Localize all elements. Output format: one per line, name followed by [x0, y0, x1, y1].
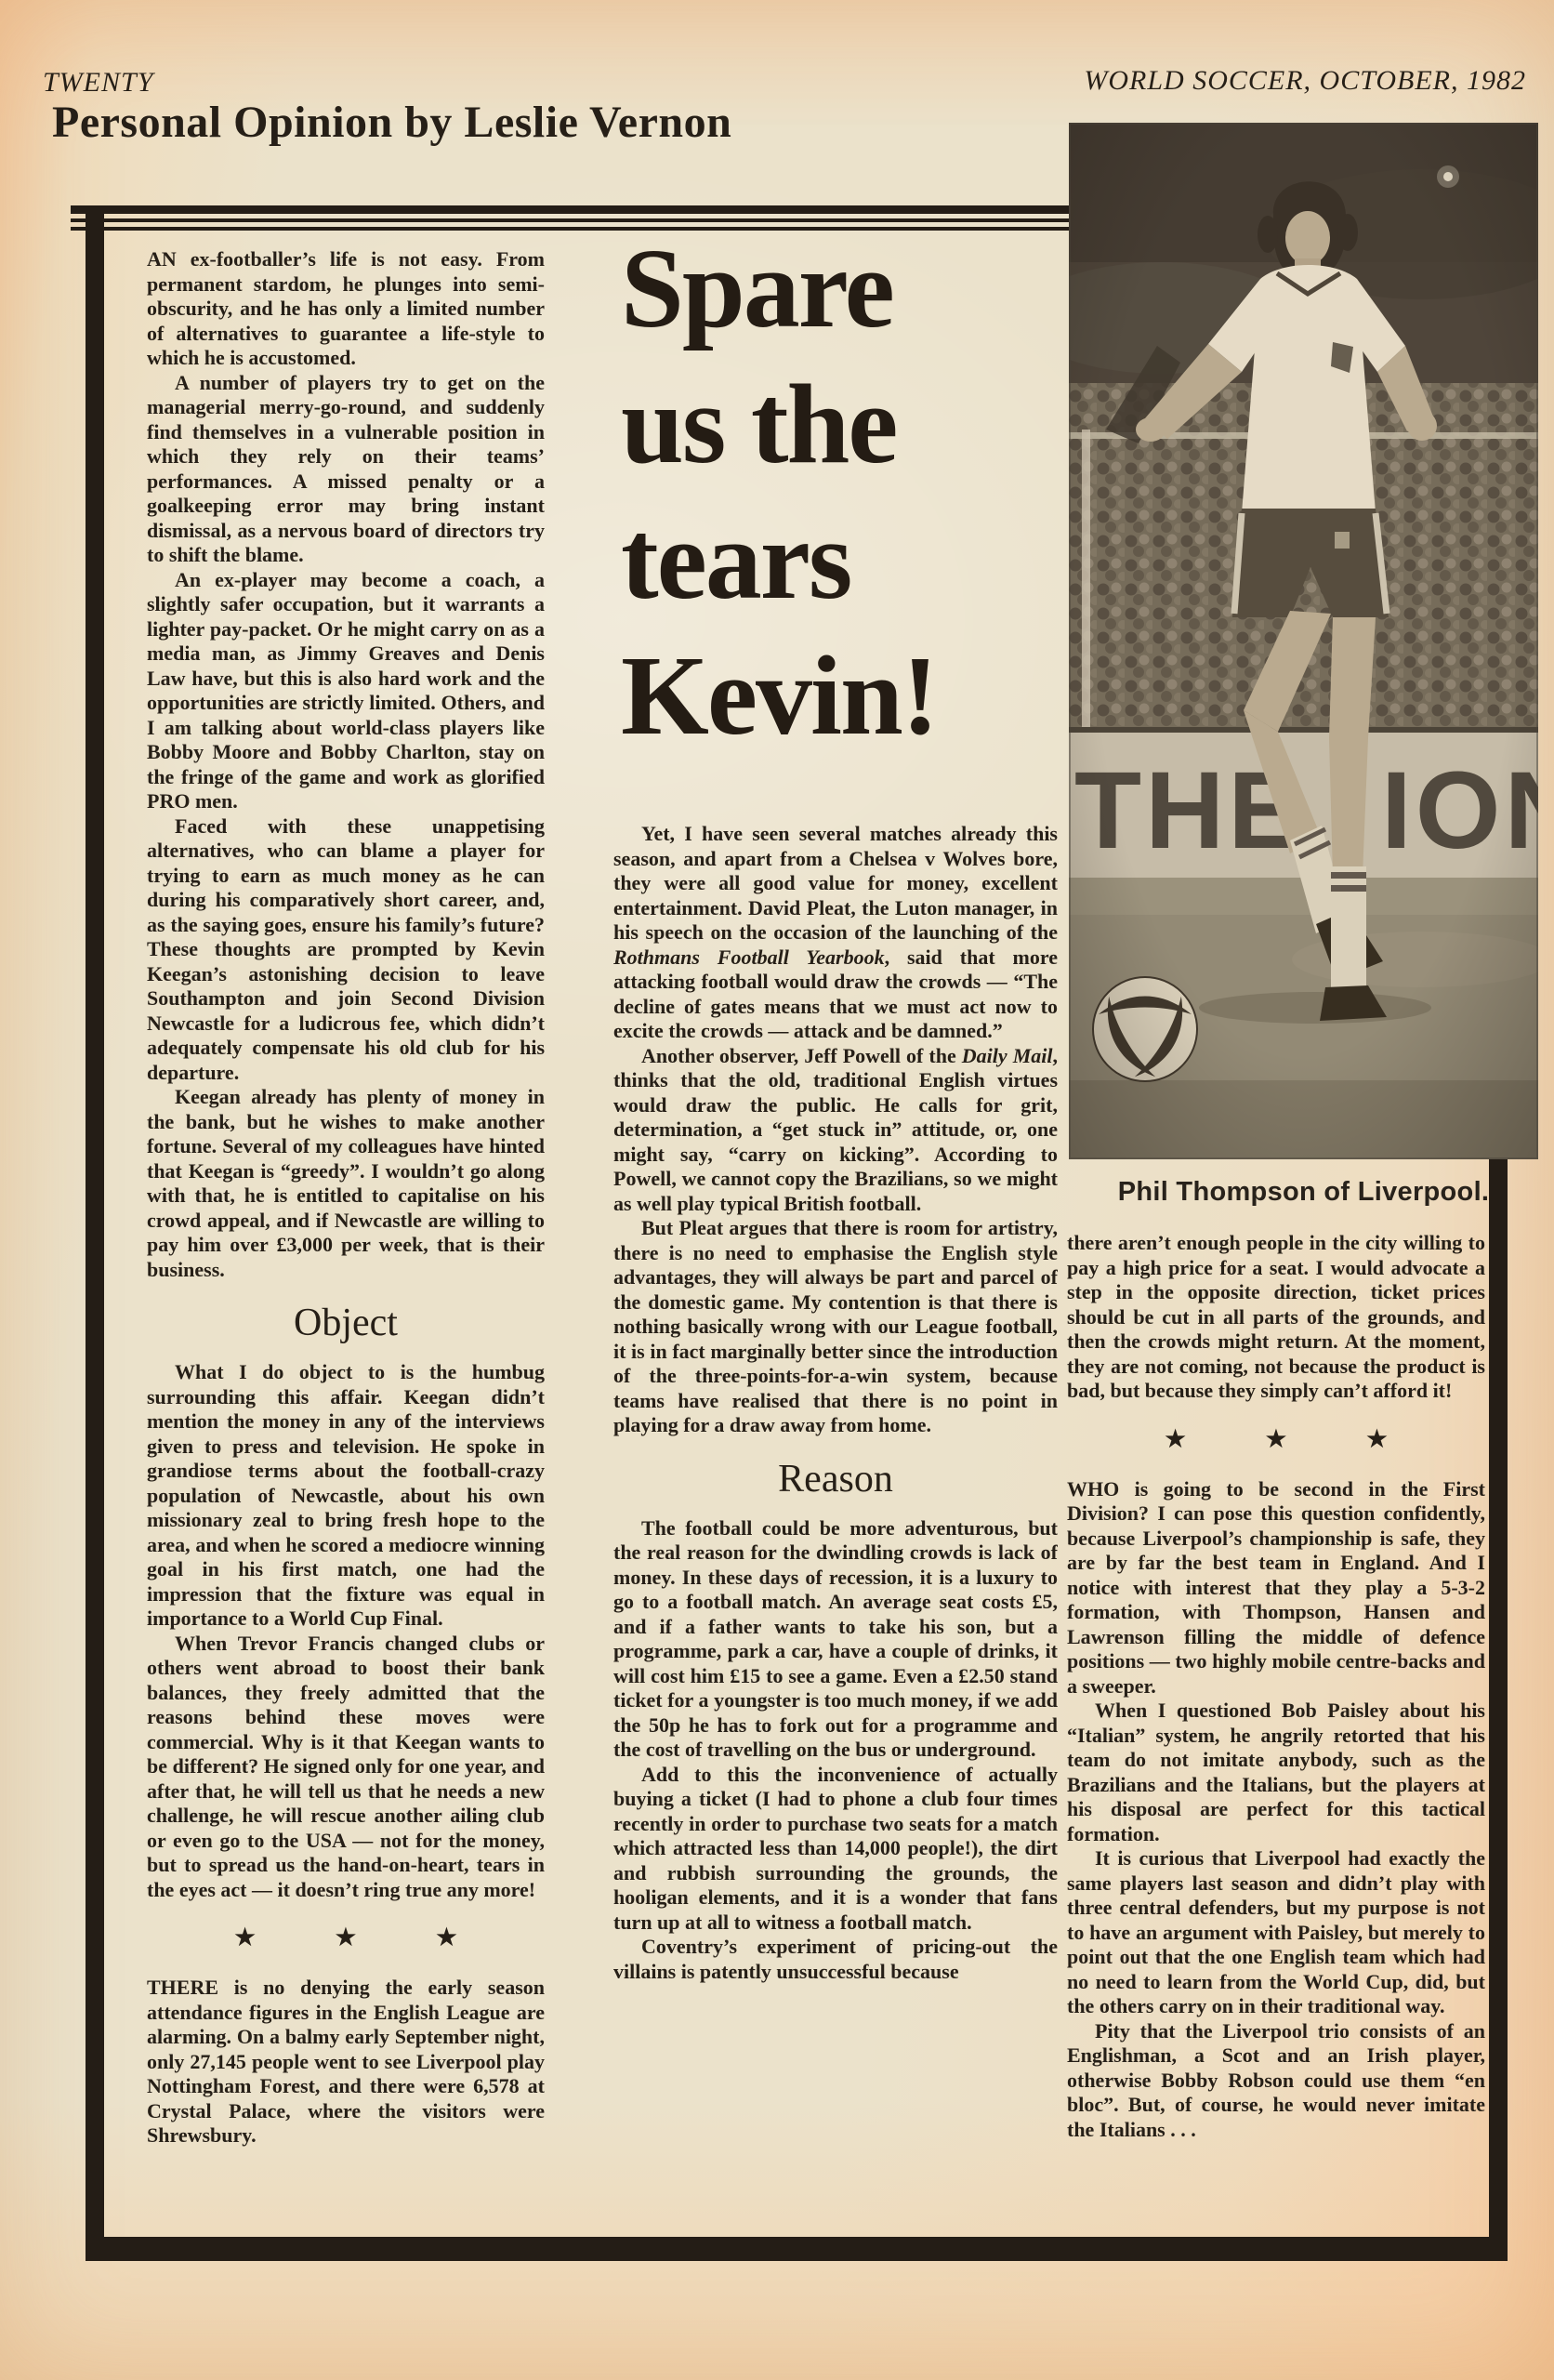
headline-line: us the	[621, 362, 897, 487]
star-icon: ★	[436, 1925, 457, 1950]
body-paragraph: When Trevor Francis changed clubs or others went abroad to boost their bank balances, they freely admitted that the reasons behind these moves were commercial. Why is it that Keegan wants to be different? He signed only for one year, and after that, he will tell us that he needs a new challenge, he will rescue another ailing club or even go to the USA — not for the money, but to spread us the hand-on-heart, tears in the eyes act — it doesn’t ring true any more!	[147, 1631, 545, 1901]
headline	[604, 221, 1078, 764]
photo-phil-thompson	[1069, 123, 1538, 1159]
body-paragraph: It is curious that Liverpool had exactly the same players last season and didn’t play with three central defenders, but my purpose is not to have an argument with Paisley, but merely to point out that the one English team which had no need to learn from the World Cup, did, but the others carry on in their traditional way.	[1067, 1846, 1485, 2017]
column-right	[1067, 1231, 1485, 2228]
body-paragraph: Another observer, Jeff Powell of the Daily Mail, thinks that the old, traditional English virtues would draw the public. He calls for grit, determination, a “get stuck in” attitude, or, one might say, “carry on kicking”. According to Powell, we cannot copy the Brazilians, so we might as well play typical British football.	[613, 1043, 1058, 1215]
body-paragraph: Keegan already has plenty of money in the bank, but he wishes to make another fortune. Several of my colleagues have hinted that Keegan is “greedy”. I wouldn’t go along with that, he is entitled to capitalise on his crowd appeal, and if Newcastle are willing to pay him over £3,000 per week, that is their business.	[147, 1085, 545, 1281]
body-paragraph: THERE is no denying the early season attendance figures in the English League are alarming. On a balmy early September night, only 27,145 people went to see Liverpool play Nottingham Forest, and there were 6,578 at Crystal Palace, where the visitors were Shrewsbury.	[147, 1976, 545, 2147]
column-left	[147, 247, 545, 2226]
body-paragraph: The football could be more adventurous, but the real reason for the dwindling crowds is lack of money. In these days of recession, it is a luxury to go to a football match. An average seat costs £5, and if a father wants to take his son, but a programme, park a car, have a couple of drinks, it will cost him £15 to see a game. Even a £2.50 stand ticket for a youngster is too much money, if we add the 50p he has to fork out for a programme and the cost of travelling on the bus or underground.	[613, 1515, 1058, 1761]
section-heading: Object	[294, 1302, 398, 1344]
body-paragraph: there aren’t enough people in the city willing to pay a high price for a seat. I would advocate a step in the opposite direction, ticket prices should be cut in all parts of the grounds, and then the crowds might return. At the moment, they are not coming, not because the product is bad, but because they simply can’t afford it!	[1067, 1231, 1485, 1402]
section-heading: Reason	[778, 1457, 893, 1501]
star-separator	[147, 1926, 545, 1950]
column-title: Personal Opinion by Leslie Vernon	[52, 98, 732, 147]
rule-thick	[71, 205, 1071, 214]
body-paragraph: Pity that the Liverpool trio consists of an Englishman, a Scot and an Irish player, otherwise Bobby Robson could use them “en bloc”. But, of course, he would never imitate the Italians . . .	[1067, 2018, 1485, 2141]
body-paragraph: An ex-player may become a coach, a slightly safer occupation, but it warrants a lighter pay-packet. Or he might carry on as a media man, as Jimmy Greaves and Denis Law have, but this is also hard work and the opportunities are strictly limited. Others, and I am talking about world-class players like Bobby Moore and Bobby Charlton, stay on the fringe of the game and work as glorified PRO men.	[147, 567, 545, 813]
star-icon: ★	[335, 1925, 357, 1950]
headline-line: Spare	[621, 226, 893, 351]
body-paragraph: AN ex-footballer’s life is not easy. From permanent stardom, he plunges into semi-obscurity, and he has only a limited number of alternatives to guarantee a life-style to which he is accustomed.	[147, 247, 545, 369]
issue-label: WORLD SOCCER, OCTOBER, 1982	[1084, 65, 1526, 96]
article-frame-bottom	[86, 2237, 1508, 2261]
body-paragraph: What I do object to is the humbug surrounding this affair. Keegan didn’t mention the money in any of the interviews given to press and television. He spoke in grandiose terms about the football-crazy population of Newcastle, about his own missionary zeal to bring fresh hope to the area, and when he scored a mediocre winning goal in his first match, one had the impression that the fixture was equal in importance to a World Cup Final.	[147, 1360, 545, 1630]
photo-caption: Phil Thompson of Liverpool.	[1117, 1177, 1490, 1207]
star-icon: ★	[1265, 1426, 1287, 1452]
body-paragraph: Add to this the inconvenience of actually buying a ticket (I had to phone a club four times recently in order to purchase two seats for a match which attracted less than 14,000 people!), the dirt and rubbish surrounding the grounds, the hooligan elements, and it is a wonder that fans turn up at all to witness a football match.	[613, 1762, 1058, 1934]
body-paragraph: But Pleat argues that there is room for artistry, there is no need to emphasise the English style advantages, they will always be part and parcel of the domestic game. My contention is that there is nothing basically wrong with our League football, it is in fact marginally better since the introduction of the three-points-for-a-win system, because teams have realised that there is no point in playing for a draw away from home.	[613, 1216, 1058, 1436]
page-number-label: TWENTY	[43, 67, 154, 98]
article-frame-right	[1489, 1159, 1508, 2261]
column-middle	[613, 822, 1058, 2228]
body-paragraph: WHO is going to be second in the First Division? I can pose this question confidently, because Liverpool’s championship is safe, they are by far the best team in England. And I notice with interest that they play a 5-3-2 formation, with Thompson, Hansen and Lawrenson filling the middle of defence positions — two highly mobile centre-backs and a sweeper.	[1067, 1476, 1485, 1698]
body-paragraph: When I questioned Bob Paisley about his “Italian” system, he angrily retorted that his team do not imitate anybody, such as the Brazilians and the Italians, but the players at his disposal are perfect for this tactical formation.	[1067, 1699, 1485, 1845]
star-icon: ★	[1165, 1426, 1186, 1452]
star-icon: ★	[1366, 1426, 1388, 1452]
body-paragraph: Faced with these unappetising alternatives, who can blame a player for trying to earn as much money as he can during his comparatively short career, and, as the saying goes, ensure his family’s future? These thoughts are prompted by Kevin Keegan’s astonishing decision to leave Southampton and join Second Division Newcastle for a ludicrous fee, which didn’t adequately compensate his old club for his departure.	[147, 813, 545, 1084]
headline-line: tears	[621, 497, 851, 623]
body-paragraph: Yet, I have seen several matches already this season, and apart from a Chelsea v Wolves bore, they were all good value for money, excellent entertainment. David Pleat, the Luton manager, in his speech on the occasion of the launching of the Rothmans Football Yearbook, said that more attacking football would draw the crowds — “The decline of gates means that we must act now to excite the crowds — attack and be damned.”	[613, 822, 1058, 1042]
star-icon: ★	[234, 1925, 256, 1950]
headline-line: Kevin!	[621, 633, 938, 759]
body-paragraph: Coventry’s experiment of pricing-out the villains is patently unsuccessful because	[613, 1935, 1058, 1983]
body-paragraph: A number of players try to get on the managerial merry-go-round, and suddenly find themselves in a vulnerable position in which they rely on their teams’ performances. A missed penalty or a goalkeeping error may bring instant dismissal, as a nervous board of directors try to shift the blame.	[147, 370, 545, 566]
article-frame-left	[86, 205, 104, 2261]
star-separator	[1067, 1428, 1485, 1451]
